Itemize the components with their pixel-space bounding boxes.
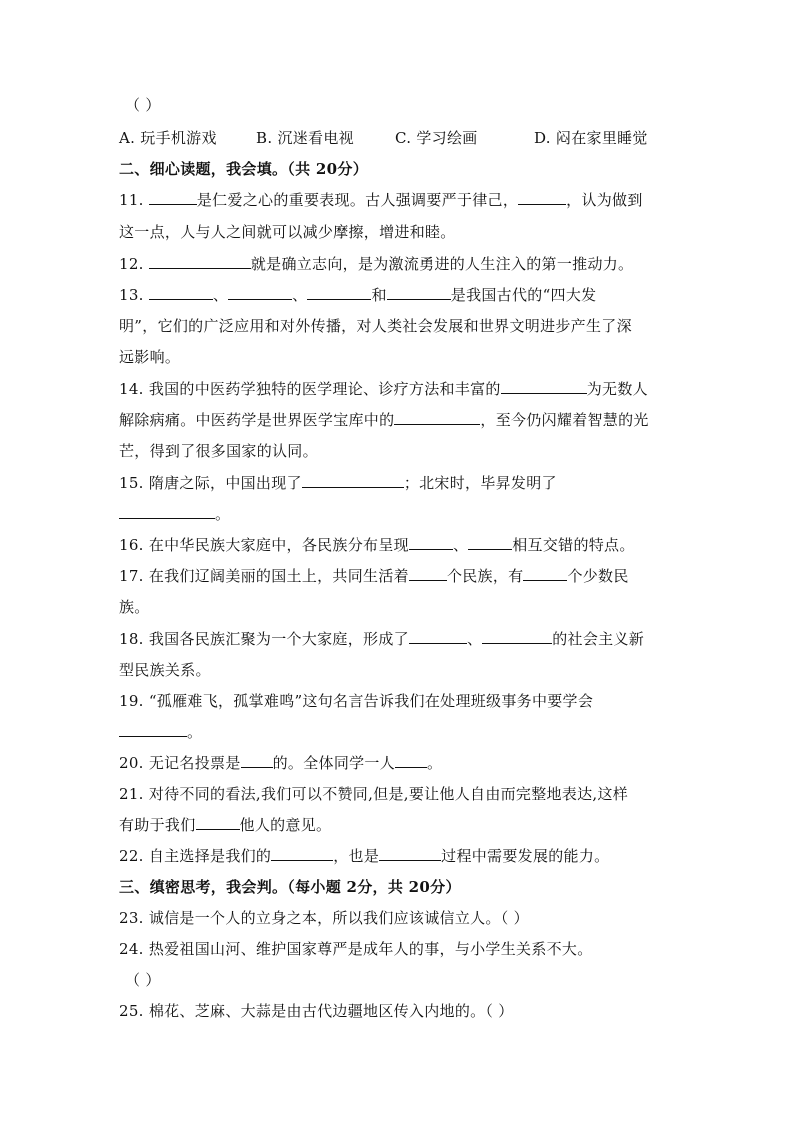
q13-number: 13. — [119, 286, 144, 304]
q14-text-2: 为无数人 — [586, 380, 648, 398]
question-18 — [119, 629, 644, 649]
section-2-heading: 二、细心读题，我会填。（共 20分） — [119, 160, 368, 178]
option-c: C. 学习绘画 — [395, 129, 478, 147]
q17-blank-1 — [409, 566, 447, 581]
q18-blank-2 — [482, 629, 552, 644]
q15-line-2 — [119, 504, 230, 524]
question-15 — [119, 473, 557, 493]
q13-blank-3 — [307, 285, 371, 300]
q14-text-4: ，至今仍闪耀着智慧的光 — [480, 411, 649, 429]
q15-end: 。 — [215, 505, 231, 523]
q15-blank-2 — [119, 504, 215, 519]
question-12 — [119, 254, 633, 274]
q15-text-1: 15. 隋唐之际，中国出现了 — [119, 474, 302, 492]
q20-text-2: 的。全体同学一人 — [272, 754, 396, 772]
q11-number: 11. — [119, 191, 144, 209]
q18-sep: 、 — [466, 630, 483, 648]
q21-line-2 — [119, 815, 331, 835]
q15-text-2: ；北宋时，毕昇发明了 — [403, 474, 557, 492]
section-3-heading: 三、缜密思考，我会判。（每小题 2分，共 20分） — [119, 878, 461, 896]
q16-text-1: 16. 在中华民族大家庭中，各民族分布呈现 — [119, 536, 409, 554]
q20-text-1: 20. 无记名投票是 — [119, 754, 241, 772]
question-13 — [119, 285, 596, 305]
question-21: 21. 对待不同的看法,我们可以不赞同,但是,要让他人自由而完整地表达,这样 — [119, 785, 629, 803]
q17-text-1: 17. 在我们辽阔美丽的国土上，共同生活着 — [119, 567, 409, 585]
q13-line-2: 明”，它们的广泛应用和对外传播，对人类社会发展和世界文明进步产生了深 — [119, 317, 632, 335]
q24-answer-paren: （ ） — [125, 971, 161, 989]
q10-options — [119, 128, 648, 148]
question-19: 19. “孤雁难飞，孤掌难鸣”这句名言告诉我们在处理班级事务中要学会 — [119, 692, 594, 710]
q14-text-3: 解除病痛。中医药学是世界医学宝库中的 — [119, 411, 395, 429]
question-20 — [119, 753, 442, 773]
q22-blank-1 — [271, 846, 333, 861]
question-22 — [119, 846, 609, 866]
q12-text: 就是确立志向，是为激流勇进的人生注入的第一推动力。 — [250, 255, 634, 273]
q15-blank-1 — [302, 473, 404, 488]
q14-blank-1 — [501, 379, 587, 394]
q13-sep-3: 和 — [371, 286, 387, 304]
q14-line-2 — [119, 410, 649, 430]
q13-blank-2 — [228, 285, 292, 300]
question-25: 25. 棉花、芝麻、大蒜是由古代边疆地区传入内地的。（ ） — [119, 1002, 514, 1020]
q22-text-1: 22. 自主选择是我们的 — [119, 847, 272, 865]
q17-text-2: 个民族，有 — [446, 567, 524, 585]
q22-text-2: ，也是 — [333, 847, 380, 865]
q18-blank-1 — [409, 629, 467, 644]
q11-text-2: ，认为做到 — [566, 191, 643, 209]
question-23: 23. 诚信是一个人的立身之本，所以我们应该诚信立人。（ ） — [119, 909, 529, 927]
q13-blank-1 — [149, 285, 213, 300]
q19-blank-1 — [119, 722, 187, 737]
q11-line-2: 这一点，人与人之间就可以减少摩擦，增进和睦。 — [119, 223, 456, 241]
q13-blank-4 — [387, 285, 451, 300]
q16-blank-2 — [468, 535, 512, 550]
q11-text: 是仁爱之心的重要表现。古人强调要严于律己， — [196, 191, 519, 209]
q19-end: 。 — [187, 723, 203, 741]
q18-text-1: 18. 我国各民族汇聚为一个大家庭，形成了 — [119, 630, 409, 648]
q20-end: 。 — [427, 754, 443, 772]
q17-text-3: 个少数民 — [567, 567, 629, 585]
question-17 — [119, 566, 629, 586]
q16-sep: 、 — [452, 536, 469, 554]
q20-blank-1 — [241, 753, 273, 768]
q17-blank-2 — [523, 566, 567, 581]
q13-sep-1: 、 — [212, 286, 229, 304]
q21-text-1: 有助于我们 — [119, 816, 196, 834]
question-14 — [119, 379, 648, 399]
question-11 — [119, 190, 643, 210]
option-a: A. 玩手机游戏 — [119, 129, 217, 147]
q12-number: 12. — [119, 255, 144, 273]
option-b: B. 沉迷看电视 — [256, 129, 354, 147]
question-16 — [119, 535, 635, 555]
q14-line-3: 芒，得到了很多国家的认同。 — [119, 442, 318, 460]
q14-blank-2 — [394, 410, 480, 425]
q22-blank-2 — [379, 846, 441, 861]
q21-blank-1 — [196, 815, 240, 830]
q14-text-1: 14. 我国的中医药学独特的医学理论、诊疗方法和丰富的 — [119, 380, 501, 398]
q19-line-2 — [119, 722, 202, 742]
q10-answer-paren: （ ） — [125, 96, 161, 114]
q12-blank-1 — [149, 254, 251, 269]
q21-text-2: 他人的意见。 — [239, 816, 332, 834]
q18-text-2: 的社会主义新 — [552, 630, 645, 648]
q13-text: 是我国古代的“四大发 — [450, 286, 597, 304]
q22-text-3: 过程中需要发展的能力。 — [441, 847, 610, 865]
q18-line-2: 型民族关系。 — [119, 661, 211, 679]
q16-text-2: 相互交错的特点。 — [512, 536, 635, 554]
q13-line-3: 远影响。 — [119, 348, 181, 366]
option-d: D. 闷在家里睡觉 — [534, 129, 648, 147]
q11-blank-1 — [149, 190, 197, 205]
q16-blank-1 — [409, 535, 453, 550]
q11-blank-2 — [518, 190, 566, 205]
q20-blank-2 — [395, 753, 427, 768]
q17-line-2: 族。 — [119, 598, 150, 616]
question-24: 24. 热爱祖国山河、维护国家尊严是成年人的事，与小学生关系不大。 — [119, 940, 593, 958]
q13-sep-2: 、 — [292, 286, 308, 304]
